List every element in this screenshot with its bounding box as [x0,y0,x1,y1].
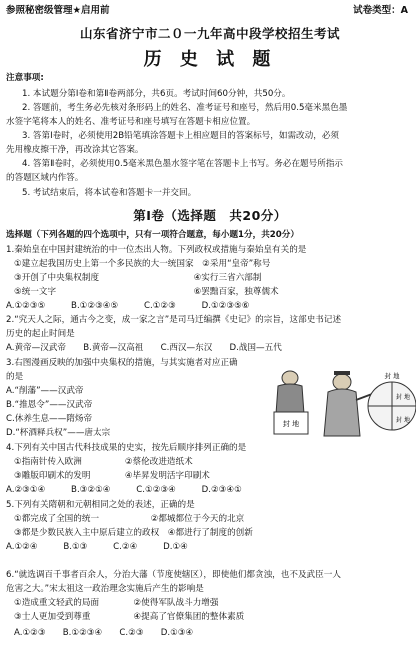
answer-choices: A.①②③ B.①②③④ C.②③ D.①③④ [14,628,194,638]
question-line: 1.秦始皇在中国封建统治的中一位杰出人物。下列政权或措施与秦始皇有关的是 [6,245,307,255]
option-line: ③雕版印刷术的发明 ④毕昇发明活字印刷术 [14,471,210,481]
subject-title: 历 史 试 题 [143,49,277,70]
option-line: ③士人更加受到尊重 ④提高了官僚集团的整体素质 [14,612,245,622]
note-line: 5. 考试结束后，将本试卷和答题卡一并交回。 [22,188,197,198]
note-line: 4. 答第Ⅱ卷时，必须使用0.5毫米黑色墨水签字笔在答题卡上书写。务必在题号所指示 [22,159,344,169]
note-line: 先用橡皮擦干净，再改涂其它答案。 [6,145,144,155]
question-line: 危害之大。”宋太祖这一政治理念实施后产生的影响是 [6,584,204,594]
cartoon-illustration [268,366,416,446]
option-line: ③开创了中央集权制度 ④实行三省六部制 [14,273,262,283]
option-line: B.“推恩令”——汉武帝 [6,400,93,410]
option-line: ⑤统一文字 ⑥罢黜百家，独尊儒术 [14,287,279,297]
question-line: 3.右图漫画反映的加强中央集权的措施，与其实施者对应正确 [6,358,238,368]
note-line: 1. 本试题分第Ⅰ卷和第Ⅱ卷两部分，共6页。考试时间60分钟，共50分。 [22,89,291,99]
figure-head-left [282,371,298,385]
fief-label-mid: 封 地 [396,394,410,401]
figure-body-left [276,384,304,414]
option-line: ①指南针传入欧洲 ②蔡伦改进造纸术 [14,457,193,467]
exam-title: 山东省济宁市二０一九年高中段学校招生考试 [79,26,340,41]
question-line: 2.“究天人之际，通古今之变，成一家之言”是司马迁编撰《史记》的宗旨，这部史书记述 [6,315,342,325]
option-line: C.休养生息——隋炀帝 [6,414,93,424]
option-line: ③都是少数民族入主中原后建立的政权 ④都进行了制度的创新 [14,528,253,538]
figure-crown [334,371,350,375]
figure-head-center [333,374,351,390]
question-line: 6.“就选调百千事者百余人，分治大藩（节度使辖区），即使他们都贪浊，也不及武臣一人 [6,570,341,580]
question-line: 5.下列有关隋朝和元朝相同之处的表述，正确的是 [6,500,195,510]
option-line: ①建立起我国历史上第一个多民族的大一统国家 ②采用“皇帝”称号 [14,259,271,269]
fief-label-top: 封 地 [384,372,400,380]
note-line: 2. 答题前，考生务必先核对条形码上的姓名、准考证号和座号，然后用0.5毫米黑色墨 [22,103,348,113]
instruction-text: 选择题（下列各题的四个选项中，只有一项符合题意，每小题1分，共20分） [6,230,299,240]
option-line: A.“削藩”——汉武帝 [6,386,84,396]
answer-choices: A.②③①④ B.③②①④ C.①②③④ D.②③④① [6,485,242,495]
notes-title: 注意事项: [6,73,44,83]
note-line: 的答题区域内作答。 [6,173,84,183]
note-line: 水签字笔将本人的姓名、准考证号和座号填写在答题卡相应位置。 [6,117,256,127]
figure-body-center [324,389,360,436]
section-title: 第Ⅰ卷（选择题 共20分） [133,208,287,223]
question-line: 历史的起止时间是 [6,329,75,339]
fief-label-left: 封 地 [282,420,300,428]
option-line: D.“杯酒释兵权”——唐太宗 [6,428,111,438]
note-line: 3. 答第Ⅰ卷时，必须使用2B铅笔填涂答题卡上相应题目的答案标号，如需改动，必须 [22,131,340,141]
option-line: ①造成重文轻武的局面 ②使得军队战斗力增强 [14,598,219,608]
question-line: 4.下列有关中国古代科技成果的史实，按先后顺序排列正确的是 [6,443,247,453]
answer-choices: A.①②③⑤ B.①②③④⑤ C.①②③ D.①②③⑤⑥ [6,301,250,311]
answer-choices: A.黄帝—汉武帝 B.黄帝—汉高祖 C.西汉—东汉 D.战国—五代 [6,343,282,353]
question-line: 的是 [6,372,24,382]
confidential-label: 参照秘密级管理★启用前 [6,5,110,16]
option-line: ①都完成了全国的统一 ②都城都位于今天的北京 [14,514,245,524]
paper-type-label: 试卷类型：A [353,5,408,16]
fief-label-bottom: 封 地 [396,417,410,424]
answer-choices: A.①②④ B.①③ C.②④ D.①④ [6,542,188,552]
